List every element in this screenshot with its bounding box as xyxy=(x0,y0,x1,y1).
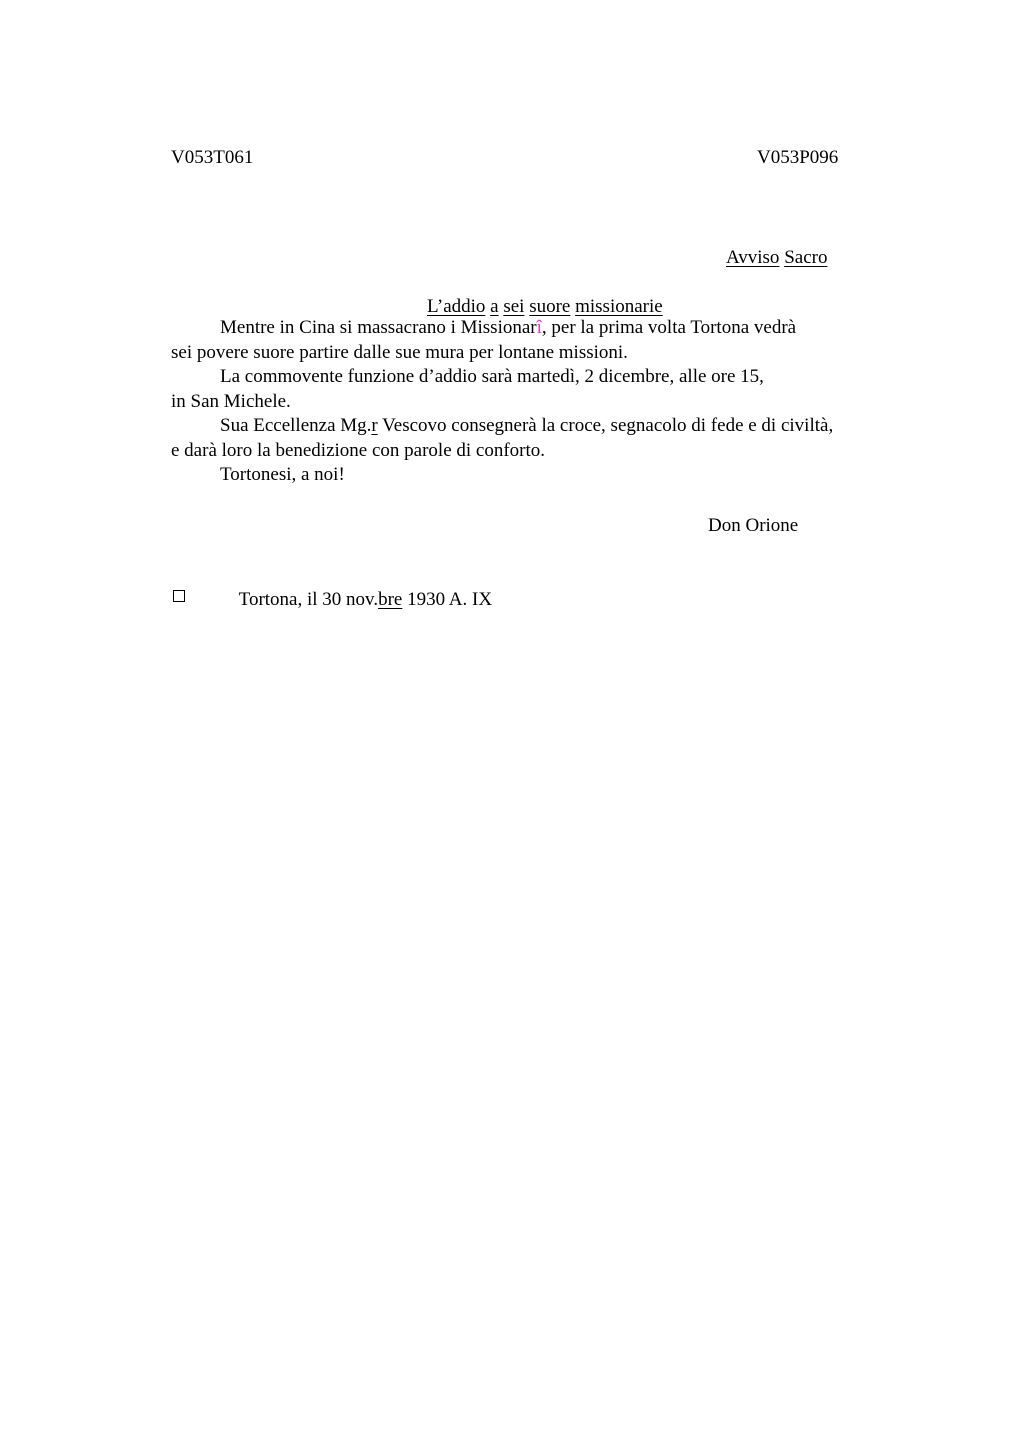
title-word-3: sei xyxy=(503,295,525,317)
dateline xyxy=(220,563,492,637)
paragraph-1-line-1 xyxy=(171,316,911,341)
paragraph-3-line-1 xyxy=(171,414,911,439)
title-word-5: missionarie xyxy=(575,295,663,317)
notice-heading xyxy=(708,221,827,295)
empty-box-icon xyxy=(173,590,185,602)
paragraph-1-line-2: sei povere suore partire dalle sue mura per lontane missioni. xyxy=(171,341,628,363)
paragraph-3-line-2: e darà loro la benedizione con parole di conforto. xyxy=(171,439,546,461)
p1-text-b: , per la prima volta Tortona vedrà xyxy=(541,317,797,338)
left-code: V053T061 xyxy=(171,147,254,168)
p3-text-b: Vescovo consegnerà la croce, segnacolo di fede e di civiltà, xyxy=(377,415,834,436)
p1-text-a: Mentre in Cina si massacrano i Missionar xyxy=(220,317,537,338)
paragraph-2-line-2: in San Michele. xyxy=(171,390,291,412)
right-code: V053P096 xyxy=(757,147,839,168)
dateline-text-b: 1930 A. IX xyxy=(402,588,493,610)
heading-word-1: Avviso xyxy=(725,246,780,268)
title-word-4: suore xyxy=(529,295,571,317)
title-word-1: L’addio xyxy=(427,295,486,317)
paragraph-4-line-1: Tortonesi, a noi! xyxy=(220,464,345,485)
p3-text-a: Sua Eccellenza Mg. xyxy=(220,415,372,436)
dateline-underlined: bre xyxy=(378,588,403,610)
title-word-2: a xyxy=(490,295,499,317)
signature: Don Orione xyxy=(708,515,799,536)
accent-mark: î xyxy=(536,317,542,338)
dateline-text-a: Tortona, il 30 nov. xyxy=(238,588,379,610)
paragraph-2-line-1: La commovente funzione d’addio sarà martedì, 2 dicembre, alle ore 15, xyxy=(220,366,764,387)
body-text xyxy=(171,316,911,488)
heading-word-2: Sacro xyxy=(784,246,828,268)
p3-superscript-r: r xyxy=(371,415,378,436)
